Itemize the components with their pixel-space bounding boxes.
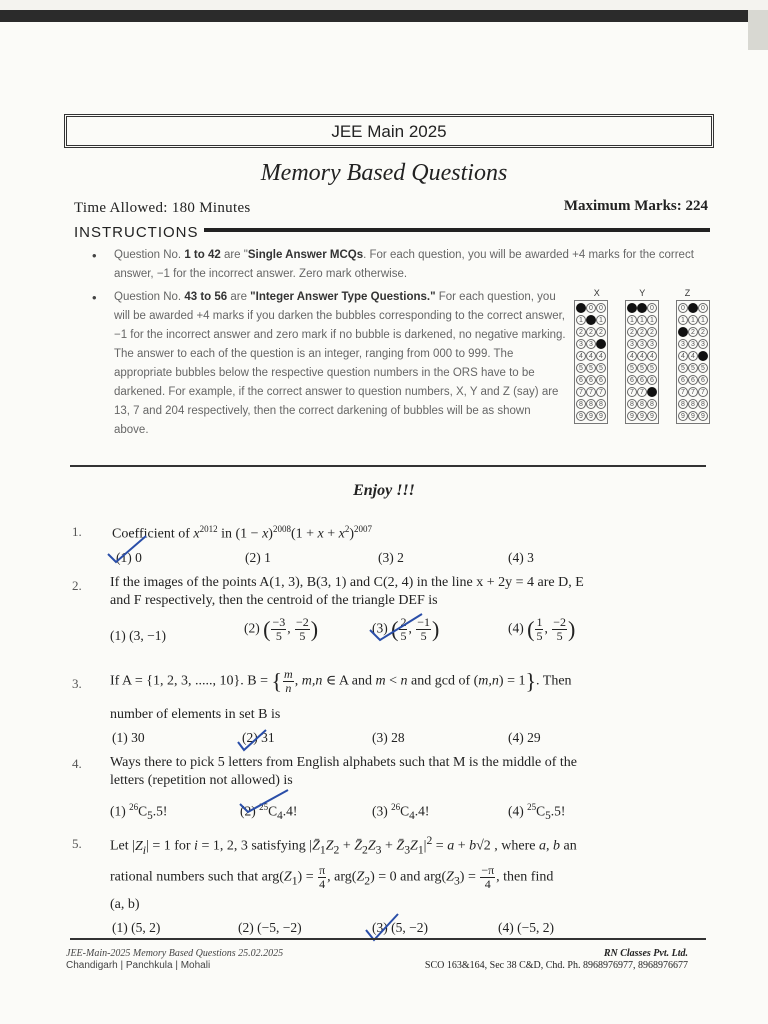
ors-bubble: 9	[596, 411, 606, 421]
enjoy-banner: Enjoy !!!	[353, 482, 415, 499]
ors-digit-column	[596, 302, 606, 422]
option: (3) 28	[372, 730, 405, 745]
option: (4) 29	[508, 730, 541, 745]
question-number: 5.	[72, 836, 82, 851]
ors-bubble: 1	[698, 315, 708, 325]
ors-bubble: 9	[627, 411, 637, 421]
ors-bubble: 1	[576, 315, 586, 325]
ors-bubble: 2	[586, 327, 596, 337]
ors-digit-column	[586, 302, 596, 422]
ors-bubble: 7	[627, 387, 637, 397]
ors-bubble: 2	[688, 327, 698, 337]
instructions-rule	[204, 228, 710, 232]
ors-bubble: 7	[637, 387, 647, 397]
ors-bubble: 1	[637, 315, 647, 325]
ors-bubble-filled: 0	[627, 303, 637, 313]
ors-bubble: 1	[647, 315, 657, 325]
question-2-line-2: and F respectively, then the centroid of the triangle DEF is	[110, 593, 438, 608]
question-1-text: Coefficient of $x^{2012}$ in $(1 - x)^{2008}(1 + x + x^2)^{2007}$	[112, 524, 373, 542]
option: (1) (5, 2)	[112, 920, 161, 935]
ors-bubble: 2	[576, 327, 586, 337]
ors-bubble: 3	[627, 339, 637, 349]
pen-tick-mark	[366, 610, 426, 646]
question-4-line-2: letters (repetition not allowed) is	[110, 773, 293, 788]
option: (3) ( $\frac{2}{5}$ , $\frac{-1}{5}$ )	[372, 615, 440, 643]
ors-bubble: 4	[576, 351, 586, 361]
ors-bubble: 4	[596, 351, 606, 361]
ors-column	[676, 300, 710, 424]
ors-bubble: 9	[637, 411, 647, 421]
option: (1) 0	[116, 550, 142, 565]
ors-bubble: 4	[627, 351, 637, 361]
ors-digit-column	[688, 302, 698, 422]
footer-locations: Chandigarh | Panchkula | Mohali	[66, 960, 211, 971]
ors-bubble: 6	[698, 375, 708, 385]
ors-bubble: 6	[637, 375, 647, 385]
ors-bubble: 6	[678, 375, 688, 385]
ors-bubble: 9	[698, 411, 708, 421]
question-5-line-3: (a, b)	[110, 897, 140, 912]
ors-bubble-filled: 7	[647, 387, 657, 397]
ors-bubble: 2	[647, 327, 657, 337]
ors-bubble: 2	[627, 327, 637, 337]
ors-bubble: 4	[678, 351, 688, 361]
question-number: 4.	[72, 756, 82, 771]
pen-tick-mark	[104, 532, 150, 566]
ors-digit-column	[627, 302, 637, 422]
ors-bubble: 8	[586, 399, 596, 409]
ors-bubble: 3	[647, 339, 657, 349]
footer-doc-title: JEE-Main-2025 Memory Based Questions 25.02.2025	[66, 948, 284, 959]
ors-bubble-filled: 1	[586, 315, 596, 325]
ors-bubble: 8	[678, 399, 688, 409]
option: (1) $^{26}C_5.5$!	[110, 802, 168, 823]
option: (4) (−5, 2)	[498, 920, 554, 935]
footer-divider	[70, 938, 706, 940]
option: (1) (3, −1)	[110, 628, 166, 643]
ors-bubble: 7	[698, 387, 708, 397]
footer-right	[425, 948, 688, 972]
ors-digit-column	[637, 302, 647, 422]
ors-bubble: 7	[596, 387, 606, 397]
page-subtitle: Memory Based Questions	[260, 160, 508, 186]
ors-bubble-filled: 0	[637, 303, 647, 313]
ors-bubble: 9	[576, 411, 586, 421]
ors-bubble: 6	[586, 375, 596, 385]
ors-bubble: 3	[688, 339, 698, 349]
ors-header	[574, 288, 710, 298]
ors-bubble: 8	[698, 399, 708, 409]
question-5-line-2: rational numbers such that $arg(Z_1)$ = $\frac{\pi}{4}$ , $arg(Z_2) = 0$ and $arg(Z_3)$ = $\frac{-\pi}{4}$ , then find	[110, 863, 554, 891]
section-divider	[70, 465, 706, 467]
ors-digit-column	[698, 302, 708, 422]
pen-tick-mark	[236, 786, 292, 816]
option: (3) 2	[378, 550, 404, 565]
instruction-bullet-mcq: • Question No. 1 to 42 are "Single Answer MCQs. For each question, you will be awarded +4 marks for the correct answer, −1 for the incorrect answer. Zero mark otherwise.	[114, 246, 712, 284]
question-2-line-1: If the images of the points A(1, 3), B(3, 1) and C(2, 4) in the line x + 2y = 4 are D, E	[110, 575, 584, 590]
ors-bubble: 7	[586, 387, 596, 397]
ors-bubble: 3	[698, 339, 708, 349]
ors-bubble: 0	[596, 303, 606, 313]
ors-bubble: 3	[586, 339, 596, 349]
maximum-marks: Maximum Marks: 224	[563, 198, 708, 214]
question-4-line-1: Ways there to pick 5 letters from English alphabets such that M is the middle of the	[110, 755, 577, 770]
question-number: 3.	[72, 676, 82, 691]
footer-company: RN Classes Pvt. Ltd.	[603, 948, 688, 959]
ors-bubble: 9	[586, 411, 596, 421]
paper-top-edge	[0, 10, 768, 22]
ors-bubble: 6	[688, 375, 698, 385]
ors-bubble: 1	[678, 315, 688, 325]
paper-sheet	[0, 10, 768, 1024]
ors-bubble: 9	[688, 411, 698, 421]
ors-bubble: 3	[678, 339, 688, 349]
footer-left	[66, 948, 283, 972]
ors-bubble: 5	[576, 363, 586, 373]
exam-title-box	[64, 114, 714, 148]
ors-bubble: 0	[586, 303, 596, 313]
time-allowed: Time Allowed: 180 Minutes	[74, 200, 251, 216]
ors-body	[574, 300, 710, 424]
ors-bubble: 8	[596, 399, 606, 409]
ors-bubble-sample	[574, 288, 710, 424]
exam-title: JEE Main 2025	[331, 122, 447, 141]
option: (2) ( $\frac{-3}{5}$ , $\frac{-2}{5}$ )	[244, 615, 319, 643]
option: (1) 30	[112, 730, 145, 745]
option: (2) 1	[245, 550, 271, 565]
question-3-line-2: number of elements in set B is	[110, 707, 281, 722]
ors-bubble: 7	[678, 387, 688, 397]
ors-bubble-filled: 0	[576, 303, 586, 313]
ors-bubble: 6	[596, 375, 606, 385]
ors-bubble-filled: 4	[698, 351, 708, 361]
paper-corner	[748, 10, 768, 50]
ors-bubble: 5	[647, 363, 657, 373]
ors-bubble: 0	[647, 303, 657, 313]
option: (4) ( $\frac{1}{5}$ , $\frac{-2}{5}$ )	[508, 615, 576, 643]
ors-col-label: X	[593, 288, 600, 298]
ors-bubble: 9	[678, 411, 688, 421]
ors-digit-column	[576, 302, 586, 422]
question-3-line-1: If A = {1, 2, 3, ....., 10}. B = { $\frac{m}{n}$ , m,n ∈ A and m < n and gcd of (m,n) = 1}. Then	[110, 667, 572, 695]
option: (3) $^{26}C_4.4$!	[372, 802, 430, 823]
ors-bubble: 3	[637, 339, 647, 349]
ors-bubble: 8	[637, 399, 647, 409]
question-number: 2.	[72, 578, 82, 593]
instruction-bullet-integer: • Question No. 43 to 56 are "Integer Answer Type Questions." For each question, you will be awarded +4 marks if you darken the bubbles corresponding to the correct answer, −1 for the incorrect answer and zero mark if no bubble is darkened, no negative marking. The answer to each of the question is an integer, ranging from 000 to 999. The appropriate bubbles below the respective question numbers in the ORS have to be darkened. For example, if the correct answer to question numbers, X, Y and Z (say) are 13, 7 and 204 respectively, then the correct darkening of bubbles will be as shown above.	[114, 288, 566, 440]
ors-digit-column	[647, 302, 657, 422]
ors-digit-column	[678, 302, 688, 422]
ors-bubble: 6	[647, 375, 657, 385]
ors-bubble: 5	[688, 363, 698, 373]
ors-bubble: 7	[576, 387, 586, 397]
ors-bubble: 2	[698, 327, 708, 337]
ors-bubble-filled: 3	[596, 339, 606, 349]
ors-col-label: Y	[639, 288, 646, 298]
ors-bubble: 5	[637, 363, 647, 373]
ors-bubble: 8	[647, 399, 657, 409]
ors-bubble: 8	[576, 399, 586, 409]
option: (4) $^{25}C_5.5$!	[508, 802, 566, 823]
footer-address: SCO 163&164, Sec 38 C&D, Chd. Ph. 8968976977, 8968976677	[424, 960, 688, 971]
question-5-line-1: Let $|Z_i| = 1$ for i = 1, 2, 3 satisfying $|Z̄_1Z_2$ + $Z̄_2Z_3$ + $Z̄_3Z_1|^2 = a + b√2$ , where a, b an	[110, 834, 577, 857]
ors-bubble: 5	[586, 363, 596, 373]
ors-bubble-filled: 0	[688, 303, 698, 313]
option: (2) 31	[242, 730, 275, 745]
question-number: 1.	[72, 524, 82, 539]
ors-bubble: 1	[688, 315, 698, 325]
ors-bubble: 6	[576, 375, 586, 385]
ors-bubble: 3	[576, 339, 586, 349]
ors-bubble: 4	[647, 351, 657, 361]
ors-bubble: 8	[688, 399, 698, 409]
option: (3) (5, −2)	[372, 920, 428, 935]
ors-bubble: 1	[627, 315, 637, 325]
ors-column	[574, 300, 608, 424]
ors-bubble: 4	[637, 351, 647, 361]
option: (2) $^{25}C_4.4$!	[240, 802, 298, 823]
ors-column	[625, 300, 659, 424]
ors-bubble: 0	[678, 303, 688, 313]
ors-bubble: 9	[647, 411, 657, 421]
option: (2) (−5, −2)	[238, 920, 302, 935]
ors-bubble: 0	[698, 303, 708, 313]
pen-tick-mark	[234, 726, 270, 754]
ors-bubble: 5	[627, 363, 637, 373]
option: (4) 3	[508, 550, 534, 565]
ors-bubble: 7	[688, 387, 698, 397]
ors-col-label: Z	[684, 288, 691, 298]
ors-bubble: 6	[627, 375, 637, 385]
instructions-heading: INSTRUCTIONS	[74, 224, 199, 241]
ors-bubble: 4	[586, 351, 596, 361]
ors-bubble: 2	[596, 327, 606, 337]
ors-bubble: 2	[637, 327, 647, 337]
ors-bubble: 5	[596, 363, 606, 373]
ors-bubble: 8	[627, 399, 637, 409]
ors-bubble: 5	[678, 363, 688, 373]
ors-bubble: 5	[698, 363, 708, 373]
ors-bubble: 4	[688, 351, 698, 361]
ors-bubble-filled: 2	[678, 327, 688, 337]
ors-bubble: 1	[596, 315, 606, 325]
